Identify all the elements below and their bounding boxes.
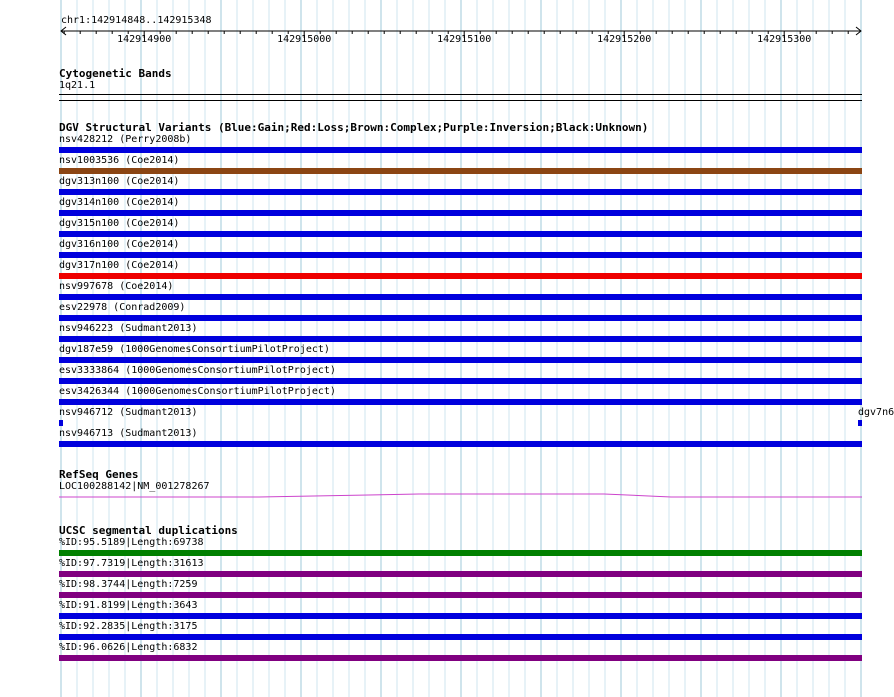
dgv-variant-bar[interactable] <box>59 357 862 363</box>
dgv-variant-label[interactable]: nsv997678 (Coe2014) <box>59 281 174 292</box>
location-label: chr1:142914848..142915348 <box>61 15 212 26</box>
dgv-variant-label[interactable]: dgv7n6 <box>858 407 894 418</box>
cytoband-label[interactable]: 1q21.1 <box>59 80 96 91</box>
refseq-track-title: RefSeq Genes <box>59 468 139 481</box>
dgv-variant-bar[interactable] <box>59 210 862 216</box>
dgv-variant-label[interactable]: dgv315n100 (Coe2014) <box>59 218 180 229</box>
dgv-variant-label[interactable]: esv22978 (Conrad2009) <box>59 302 186 313</box>
dgv-variant-bar[interactable] <box>59 315 862 321</box>
cytogenetic-track-title: Cytogenetic Bands <box>59 67 172 80</box>
ruler-tick-label: 142915200 <box>597 34 652 45</box>
dgv-variant-label[interactable]: dgv313n100 (Coe2014) <box>59 176 180 187</box>
dgv-variant-bar[interactable] <box>858 420 862 426</box>
dgv-variant-bar[interactable] <box>59 336 862 342</box>
dgv-variant-label[interactable]: esv3426344 (1000GenomesConsortiumPilotProject) <box>59 386 336 397</box>
dgv-variant-label[interactable]: esv3333864 (1000GenomesConsortiumPilotProject) <box>59 365 336 376</box>
dgv-variant-bar[interactable] <box>59 441 862 447</box>
dgv-variant-label[interactable]: dgv317n100 (Coe2014) <box>59 260 180 271</box>
ruler-tick-label: 142915100 <box>437 34 492 45</box>
dgv-variant-bar[interactable] <box>59 378 862 384</box>
dgv-variant-bar[interactable] <box>59 168 862 174</box>
dgv-variant-bar[interactable] <box>59 252 862 258</box>
refseq-gene-label[interactable]: LOC100288142|NM_001278267 <box>59 481 210 492</box>
dgv-variant-bar[interactable] <box>59 189 862 195</box>
dgv-variant-bar[interactable] <box>59 420 63 426</box>
segdup-label[interactable]: %ID:91.8199|Length:3643 <box>59 600 198 611</box>
segdup-label[interactable]: %ID:95.5189|Length:69738 <box>59 537 204 548</box>
dgv-variant-label[interactable]: nsv946713 (Sudmant2013) <box>59 428 198 439</box>
dgv-variant-label[interactable]: nsv946223 (Sudmant2013) <box>59 323 198 334</box>
coordinate-ruler <box>0 0 890 60</box>
dgv-variant-bar[interactable] <box>59 399 862 405</box>
ruler-tick-label: 142915000 <box>277 34 332 45</box>
segdup-label[interactable]: %ID:97.7319|Length:31613 <box>59 558 204 569</box>
segdup-bar[interactable] <box>59 655 862 661</box>
segdup-bar[interactable] <box>59 592 862 598</box>
dgv-variant-bar[interactable] <box>59 231 862 237</box>
dgv-variant-label[interactable]: dgv187e59 (1000GenomesConsortiumPilotProject) <box>59 344 330 355</box>
dgv-variant-label[interactable]: nsv1003536 (Coe2014) <box>59 155 180 166</box>
cytoband-bottom-line <box>59 100 862 101</box>
segdup-label[interactable]: %ID:96.0626|Length:6832 <box>59 642 198 653</box>
ruler-tick-label: 142915300 <box>757 34 812 45</box>
dgv-variant-bar[interactable] <box>59 273 862 279</box>
segdup-label[interactable]: %ID:98.3744|Length:7259 <box>59 579 198 590</box>
segdup-label[interactable]: %ID:92.2835|Length:3175 <box>59 621 198 632</box>
dgv-variant-label[interactable]: nsv428212 (Perry2008b) <box>59 134 192 145</box>
refseq-gene-line[interactable] <box>59 488 862 508</box>
segdup-bar[interactable] <box>59 613 862 619</box>
segdup-bar[interactable] <box>59 571 862 577</box>
dgv-variant-bar[interactable] <box>59 294 862 300</box>
ruler-tick-label: 142914900 <box>117 34 172 45</box>
dgv-track-title: DGV Structural Variants (Blue:Gain;Red:Loss;Brown:Complex;Purple:Inversion;Black:Unknown) <box>59 121 649 134</box>
dgv-variant-bar[interactable] <box>59 147 862 153</box>
cytoband-top-line <box>59 94 862 95</box>
segdup-bar[interactable] <box>59 634 862 640</box>
segdup-track-title: UCSC segmental duplications <box>59 524 238 537</box>
segdup-bar[interactable] <box>59 550 862 556</box>
dgv-variant-label[interactable]: nsv946712 (Sudmant2013) <box>59 407 198 418</box>
dgv-variant-label[interactable]: dgv314n100 (Coe2014) <box>59 197 180 208</box>
dgv-variant-label[interactable]: dgv316n100 (Coe2014) <box>59 239 180 250</box>
